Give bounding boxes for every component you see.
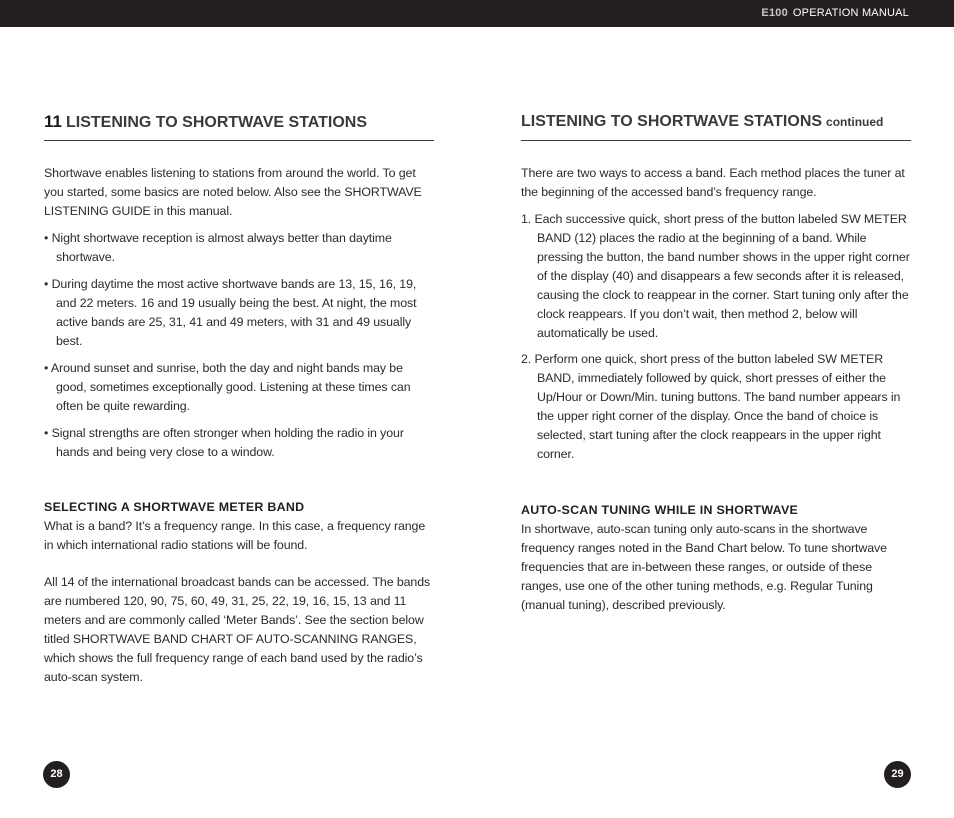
right-section-heading [521, 112, 911, 141]
band-definition-paragraph: What is a band? It’s a frequency range. In this case, a frequency range in which international radio stations will be found. [44, 519, 426, 552]
list-item: 2. Perform one quick, short press of the button labeled SW METER BAND, immediately followed by quick, short presses of either the Up/Hour or Down/Min. tuning buttons. The band number appears in the upper right corner of the display. Once the band of choice is selected, start tuning after the clock reappears in the upper right corner. [521, 352, 901, 461]
page-number-left: 28 [43, 761, 70, 788]
auto-scan-paragraph: In shortwave, auto-scan tuning only auto-scans in the shortwave frequency ranges noted in the Band Chart below. To tune shortwave frequencies that are in-between these ranges, or outside of these ranges, use one of the other tuning methods, e.g. Regular Tuning (manual tuning), described previously. [521, 522, 887, 612]
header-bar [0, 0, 954, 27]
list-item: • During daytime the most active shortwave bands are 13, 15, 16, 19, and 22 meters. 16 and 19 usually being the best. At night, the most active bands are 25, 31, 41 and 49 meters, with 31 and 49 usually best. [44, 277, 417, 348]
left-section-heading [44, 112, 434, 141]
band-list-paragraph: All 14 of the international broadcast bands can be accessed. The bands are numbered 120, 90, 75, 60, 49, 31, 25, 22, 19, 16, 15, 13 and 11 meters and are commonly called ‘Meter Bands’. See the section below titled SHORTWAVE BAND CHART OF AUTO-SCANNING RANGES, which shows the full frequency range of each band used by the radio’s auto-scan system. [44, 575, 431, 684]
manual-label: OPERATION MANUAL [792, 7, 909, 19]
right-heading-text: LISTENING TO SHORTWAVE STATIONS [521, 113, 823, 130]
list-item: • Signal strengths are often stronger when holding the radio in your hands and being very close to a window. [44, 426, 404, 459]
tips-list [44, 229, 434, 462]
list-item: • Around sunset and sunrise, both the day and night bands may be good, sometimes exceptionally good. Listening at these times can often be quite rewarding. [44, 361, 411, 413]
right-intro-paragraph: There are two ways to access a band. Each method places the tuner at the beginning of the accessed band’s frequency range. [521, 166, 905, 199]
right-page [521, 112, 911, 615]
list-item: • Night shortwave reception is almost always better than daytime shortwave. [44, 231, 392, 264]
page-number-right: 29 [884, 761, 911, 788]
model-name: E100 [761, 7, 788, 19]
methods-list [521, 210, 911, 464]
auto-scan-subheading: AUTO-SCAN TUNING WHILE IN SHORTWAVE [521, 503, 799, 517]
section-number: 11 [44, 112, 62, 131]
continued-label: continued [826, 115, 884, 129]
meter-band-subheading: SELECTING A SHORTWAVE METER BAND [44, 500, 305, 514]
left-page [44, 112, 434, 687]
document-title [761, 7, 909, 19]
left-heading-text: LISTENING TO SHORTWAVE STATIONS [65, 114, 368, 131]
list-item: 1. Each successive quick, short press of the button labeled SW METER BAND (12) places the radio at the beginning of a band. While pressing the button, the band number shows in the upper right corner of the display (40) and disappears a few seconds after it is released, causing the clock to reappear in the corner. Start tuning only after the clock reappears. If you don’t wait, then method 2, below will automatically be used. [521, 212, 910, 340]
left-intro-paragraph: Shortwave enables listening to stations from around the world. To get you started, some basics are noted below. Also see the SHORTWAVE LISTENING GUIDE in this manual. [44, 166, 422, 218]
